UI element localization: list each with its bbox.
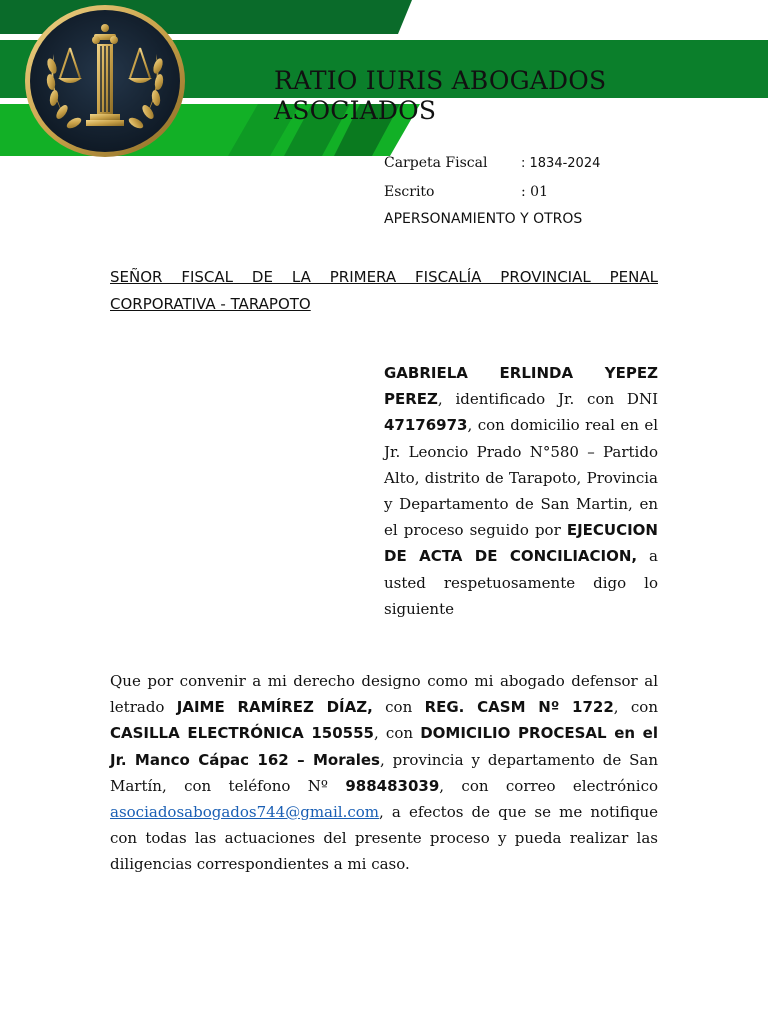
party-text: , con domicilio real en el Jr. Leoncio Prado N°580 – Partido Alto, distrito de Tarapoto, Provincia y Departamento de San Martin, en el proceso seguido por [384, 416, 658, 540]
addressee-text: SEÑOR FISCAL DE LA PRIMERA FISCALÍA PROVINCIAL PENAL CORPORATIVA - TARAPOTO [110, 268, 658, 313]
phone-number: 988483039 [345, 776, 440, 795]
body-text: , a efectos de que se me notifique con todas las actuaciones del presente proceso y pueda realizar las diligencias correspondientes a mi caso. [110, 803, 658, 874]
meta-value: : 1834-2024 [521, 156, 601, 171]
body-text: con [372, 698, 425, 717]
body-text: , provincia y departamento de San Martín, con teléfono Nº [110, 750, 658, 795]
firm-logo [24, 4, 186, 158]
meta-label: Escrito [384, 184, 435, 200]
procedural-address: DOMICILIO PROCESAL en el Jr. Manco Cápac 162 – Morales [110, 724, 658, 769]
meta-label: Carpeta Fiscal [384, 155, 488, 171]
body-text: , con correo electrónico [439, 776, 659, 795]
party-text: , identificado Jr. con DNI [437, 390, 658, 409]
body-paragraph [110, 668, 658, 878]
electronic-mailbox: CASILLA ELECTRÓNICA 150555 [110, 724, 374, 743]
document-subject: APERSONAMIENTO Y OTROS [384, 211, 583, 227]
body-text: Que por convenir a mi derecho designo como mi abogado defensor al letrado [110, 672, 658, 717]
party-dni: 47176973 [384, 416, 468, 435]
lawyer-registration: REG. CASM Nº 1722 [424, 698, 614, 717]
meta-value: : 01 [521, 184, 548, 200]
body-text: , con [373, 724, 421, 743]
party-paragraph [384, 360, 658, 622]
body-text: , con [613, 698, 658, 717]
firm-name-title: RATIO IURIS ABOGADOS ASOCIADOS [274, 66, 607, 125]
email-link[interactable]: asociadosabogados744@gmail.com [110, 803, 380, 822]
process-name: EJECUCION DE ACTA DE CONCILIACION, [384, 521, 658, 566]
party-text: a usted respetuosamente digo lo siguiente [384, 547, 658, 618]
addressee-heading [110, 264, 658, 318]
party-name: GABRIELA ERLINDA YEPEZ PEREZ [384, 364, 658, 409]
lawyer-name: JAIME RAMÍREZ DÍAZ, [176, 698, 373, 717]
